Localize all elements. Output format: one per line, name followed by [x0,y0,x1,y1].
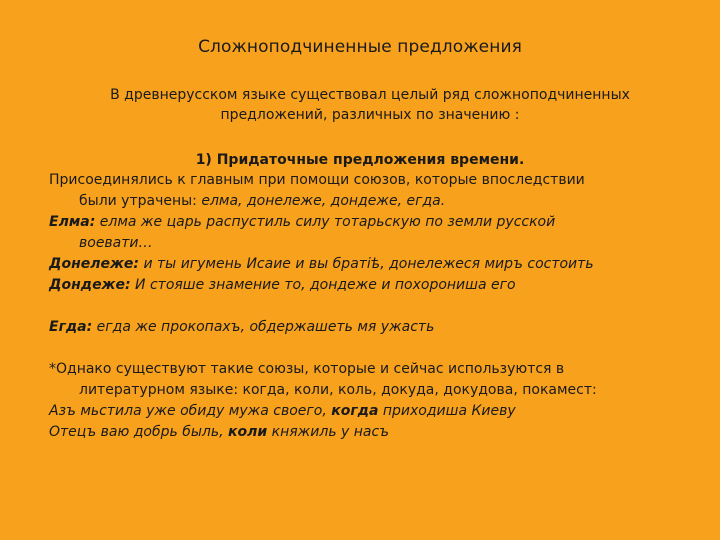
example-label: Дондеже: [49,277,131,293]
example-label: Донележе: [49,256,140,272]
spacer [49,338,709,359]
example-donelezhe [49,254,709,275]
note-line: *Однако существуют такие союзы, которые и сейчас используются в [49,361,565,377]
slide-body [49,170,709,443]
section-heading: 1) Придаточные предложения времени. [195,152,525,168]
note-line: литературном языке: когда, коли, коль, докуда, докудова, покамест: [79,382,597,398]
example-conjunction: коли [227,424,268,440]
body-line-prefix: были утрачены: [79,193,202,209]
intro-text: В древнерусском языке существовал целый ряд сложноподчиненных предложений, различных по значению : [110,87,630,123]
example-elma [49,212,709,233]
spacer [49,296,709,317]
example-label: Елма: [49,214,96,230]
example-text: Азъ мьстила уже обиду мужа своего, [49,403,332,419]
example-text: И стояше знамение то, дондеже и похорониша его [130,277,516,293]
example-label: Егда: [49,319,93,335]
example-egda [49,317,709,338]
body-line: Присоединялись к главным при помощи союзов, которые впоследствии [49,172,585,188]
example-conjunction: когда [331,403,379,419]
example-text: егда же прокопахъ, обдержашеть мя ужасть [92,319,435,335]
conjunction-list: елма, донележе, дондеже, егда. [201,193,446,209]
example-text: и ты игумень Исаие и вы братiѣ, донележеся миръ состоить [139,256,594,272]
slide-title: Сложноподчиненные предложения [198,37,522,57]
example-text: княжиль у насъ [267,424,390,440]
example-text: елма же царь распустиль силу тотарьскую по земли русской [95,214,556,230]
example-text: Отецъ ваю добрь быль, [49,424,228,440]
example-koli [49,422,709,443]
example-continuation: воевати… [79,235,153,251]
example-text: приходиша Киеву [378,403,516,419]
example-kogda [49,401,709,422]
example-dondezhe [49,275,709,296]
body-line [49,191,709,212]
